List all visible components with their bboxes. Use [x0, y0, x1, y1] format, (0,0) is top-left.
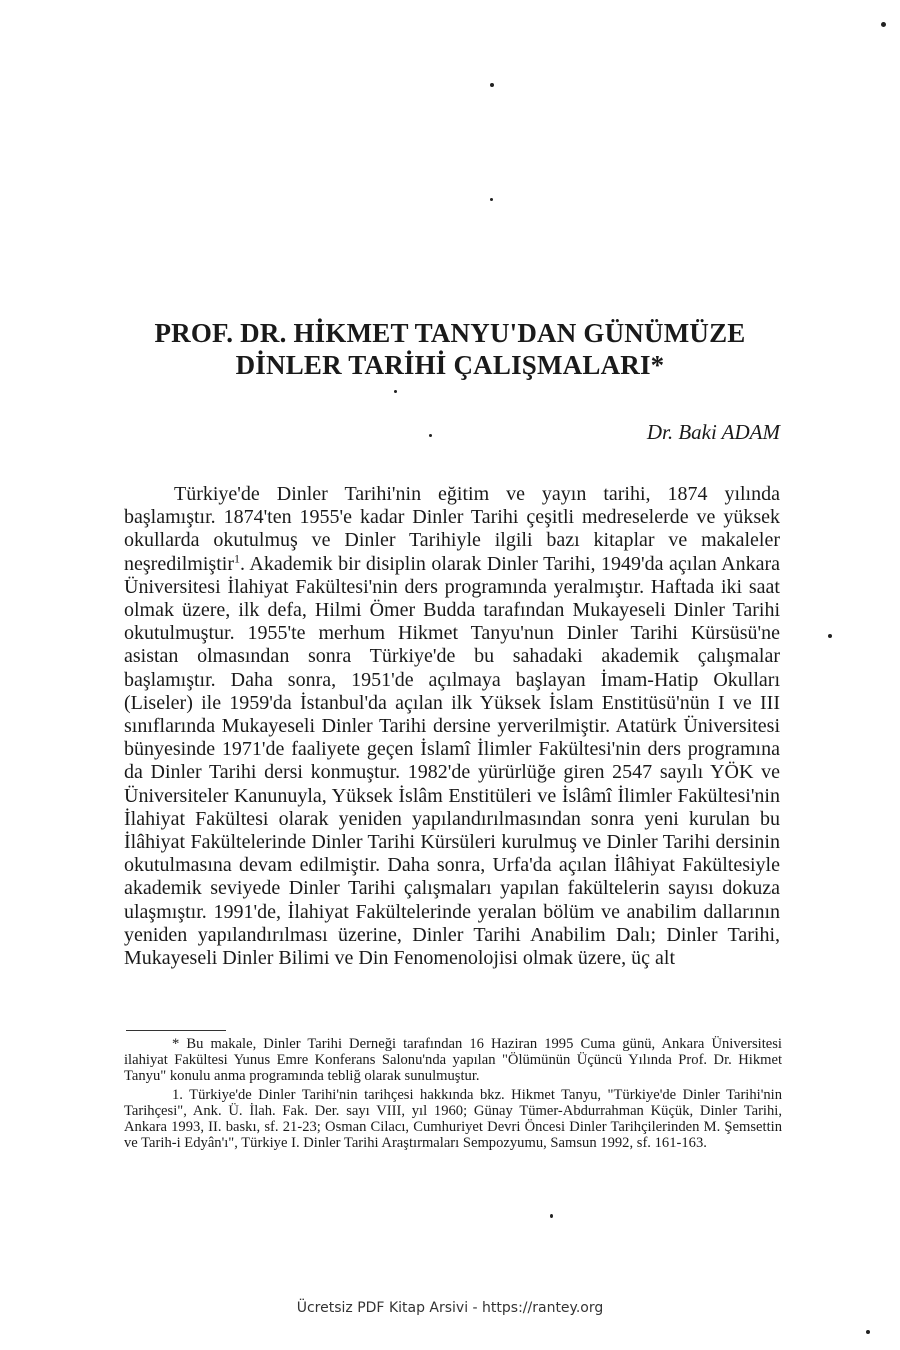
footnote-star: * Bu makale, Dinler Tarihi Derneği tarafından 16 Haziran 1995 Cuma günü, Ankara Üniversitesi ilahiyat Fakültesi Yunus Emre Konferans Salonu'nda yapılan "Ölümünün Üçüncü Yılında Prof. Dr. Hikmet Tanyu" konulu anma programında tebliğ olarak sunulmuştur.: [124, 1036, 782, 1085]
scan-speck: [550, 1214, 553, 1218]
scan-speck: [394, 390, 397, 393]
footnotes: [124, 1036, 782, 1153]
body-text: [124, 483, 780, 970]
scan-speck: [429, 434, 432, 437]
footnote-reference: 1: [233, 550, 240, 565]
scan-speck: [881, 22, 886, 27]
footnote-separator: [126, 1030, 226, 1031]
scan-speck: [490, 198, 493, 201]
body-paragraph-part-2: . Akademik bir disiplin olarak Dinler Tarihi, 1949'da açılan Ankara Üniversitesi İlahiyat Fakültesi'nin ders programında yeralmıştır. Haftada iki saat olmak üzere, ilk defa, Hilmi Ömer Budda tarafından Mukayeseli Dinler Tarihi okutulmuştur. 1955'te merhum Hikmet Tanyu'nun Dinler Tarihi Kürsüsü'ne asistan olmasından sonra Türkiye'de bu sahadaki akademik çalışmalar başlamıştır. Daha sonra, 1951'de açılmaya başlayan İmam-Hatip Okulları (Liseler) ile 1959'da İstanbul'da açılan ilk Yüksek İslam Enstitüsü'nün I ve III sınıflarında Mukayeseli Dinler Tarihi dersine yerverilmiştir. Atatürk Üniversitesi bünyesinde 1971'de faaliyete geçen İslamî İlimler Fakültesi'nin ders programına da Dinler Tarihi dersi konmuştur. 1982'de yürürlüğe giren 2547 sayılı YÖK ve Üniversiteler Kanunuyla, Yüksek İslâm Enstitüleri ve İslâmî İlimler Fakültesi'nin İlahiyat Fakültesi olarak yeniden yapılandırılmasından sonra yeni kurulan bu İlâhiyat Fakültelerinde Dinler Tarihi Kürsüleri kurulmuş ve Dinler Tarihi dersinin okutulmasına devam edilmiştir. Daha sonra, Urfa'da açılan İlâhiyat Fakültesiyle akademik seviyede Dinler Tarihi çalışmaları yapılan fakültelerin sayısı dokuza ulaşmıştır. 1991'de, İlahiyat Fakültelerinde yeralan bölüm ve anabilim dallarının yeniden yapılandırılması üzerine, Dinler Tarihi Anabilim Dalı; Dinler Tarihi, Mukayeseli Dinler Bilimi ve Din Fenomenolojisi olmak üzere, üç alt: [124, 552, 780, 970]
watermark-text: Ücretsiz PDF Kitap Arsivi - https://rantey.org: [296, 1300, 604, 1316]
author-name: Dr. Baki ADAM: [646, 420, 780, 444]
scan-speck: [866, 1330, 870, 1334]
scan-speck: [828, 634, 832, 638]
body-paragraph-part-1: Türkiye'de Dinler Tarihi'nin eğitim ve yayın tarihi, 1874 yılında başlamıştır. 1874'ten 1955'e kadar Dinler Tarihi çeşitli medreselerde ve yüksek okullarda okutulmuş ve Dinler Tarihiyle ilgili bazı kitaplar ve makaleler neşredilmiştir: [124, 483, 780, 575]
article-title-line-1: PROF. DR. HİKMET TANYU'DAN GÜNÜMÜZE: [154, 318, 746, 348]
scan-speck: [490, 83, 494, 87]
footnote-1: 1. Türkiye'de Dinler Tarihi'nin tarihçesi hakkında bkz. Hikmet Tanyu, "Türkiye'de Dinler Tarihi'nin Tarihçesi", Ank. Ü. İlah. Fak. Der. sayı VIII, yıl 1960; Günay Tümer-Abdurrahman Küçük, Dinler Tarihi, Ankara 1993, II. baskı, sf. 21-23; Osman Cilacı, Cumhuriyet Devri Öncesi Dinler Tarihçilerinden M. Şemsettin ve Tarih-i Edyân'ı", Türkiye I. Dinler Tarihi Araştırmaları Sempozyumu, Samsun 1992, sf. 161-163.: [124, 1086, 782, 1152]
article-title-line-2: DİNLER TARİHİ ÇALIŞMALARI*: [235, 350, 665, 380]
body-paragraph: [124, 483, 780, 970]
